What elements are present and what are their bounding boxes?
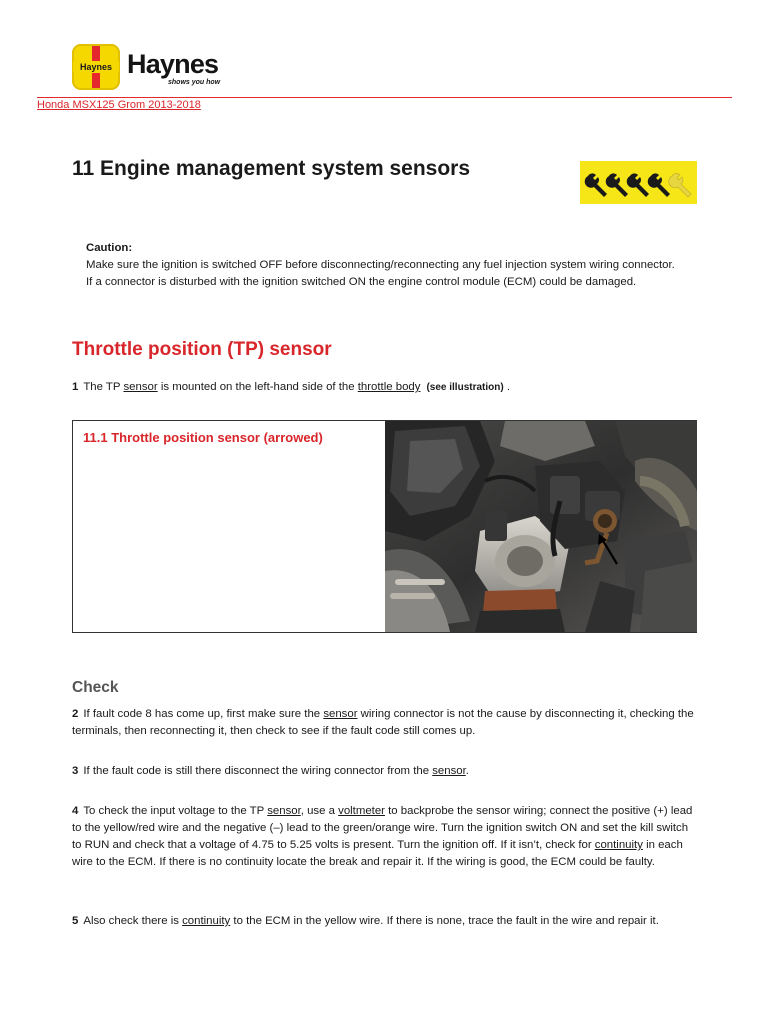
text: , use a	[300, 805, 339, 817]
page-title: 11 Engine management system sensors	[72, 157, 471, 180]
text: in each wire to the ECM. If there is no continuity locate the break and repair it. If the wiring is good, the ECM could be faulty.	[72, 839, 683, 868]
sensor-link[interactable]: sensor	[323, 708, 358, 720]
sensor-link[interactable]: sensor	[123, 381, 158, 393]
spanner-icon	[648, 173, 670, 197]
step-1	[72, 379, 697, 396]
spanner-outline-icon	[669, 173, 691, 197]
throttle-body-photo	[385, 421, 697, 632]
logo-wordmark[interactable]: Haynes	[127, 49, 219, 79]
text: The TP	[83, 381, 124, 393]
text: .	[503, 381, 511, 393]
difficulty-rating	[580, 161, 697, 204]
sensor-link[interactable]: sensor	[267, 805, 301, 817]
spanner-icon	[606, 173, 628, 197]
step-number: 5	[72, 915, 79, 927]
caution-block	[86, 240, 676, 291]
caution-text: Make sure the ignition is switched OFF before disconnecting/reconnecting any fuel injection system wiring connector. If a connector is disturbed with the ignition switched ON the engine control module (ECM) could be damaged.	[86, 259, 675, 288]
text: to backprobe the sensor wiring; connect the positive (+) lead to the yellow/red wire and the negative (–) lead to the green/orange wire. Turn the ignition switch ON and set the kill switch to RUN and check that a voltage of 4.75 to 5.25 volts is present. Turn the ignition off. If it isn’t, check for	[72, 805, 693, 851]
text: .	[465, 765, 469, 777]
step-number: 3	[72, 765, 79, 777]
spanner-icon	[627, 173, 649, 197]
see-illustration-link[interactable]: (see illustration)	[426, 382, 504, 393]
breadcrumb-link[interactable]: Honda MSX125 Grom 2013-2018	[37, 99, 201, 111]
check-title: Check	[72, 679, 119, 696]
continuity-link[interactable]: continuity	[594, 839, 643, 851]
step-2	[72, 706, 697, 740]
caution-label: Caution:	[86, 242, 133, 254]
section-title: Throttle position (TP) sensor	[72, 339, 332, 360]
step-3	[72, 763, 697, 780]
text: wiring connector is not the cause by disconnecting it, checking the terminals, then reconnecting it, then check to see if the fault code still comes up.	[72, 708, 694, 737]
difficulty-spanners	[580, 161, 697, 204]
sensor-link[interactable]: sensor	[432, 765, 466, 777]
throttle-body-link[interactable]: throttle body	[357, 381, 421, 393]
logo-tagline: shows you how	[168, 79, 221, 86]
continuity-link[interactable]: continuity	[182, 915, 231, 927]
step-5	[72, 913, 697, 930]
text: to the ECM in the yellow wire. If there is none, trace the fault in the wire and repair it.	[230, 915, 659, 927]
step-number: 1	[72, 381, 79, 393]
voltmeter-link[interactable]: voltmeter	[338, 805, 385, 817]
spanner-icon	[585, 173, 607, 197]
text: If fault code 8 has come up, first make sure the	[83, 708, 324, 720]
photo-illustration	[385, 421, 697, 632]
logo-badge-text: Haynes	[73, 61, 119, 73]
figure-caption: 11.1 Throttle position sensor (arrowed)	[83, 430, 323, 445]
text: If the fault code is still there disconnect the wiring connector from the	[83, 765, 433, 777]
text: is mounted on the left-hand side of the	[157, 381, 358, 393]
step-4	[72, 803, 697, 871]
step-number: 4	[72, 805, 79, 817]
text: Also check there is	[83, 915, 183, 927]
step-number: 2	[72, 708, 79, 720]
text: To check the input voltage to the TP	[83, 805, 268, 817]
